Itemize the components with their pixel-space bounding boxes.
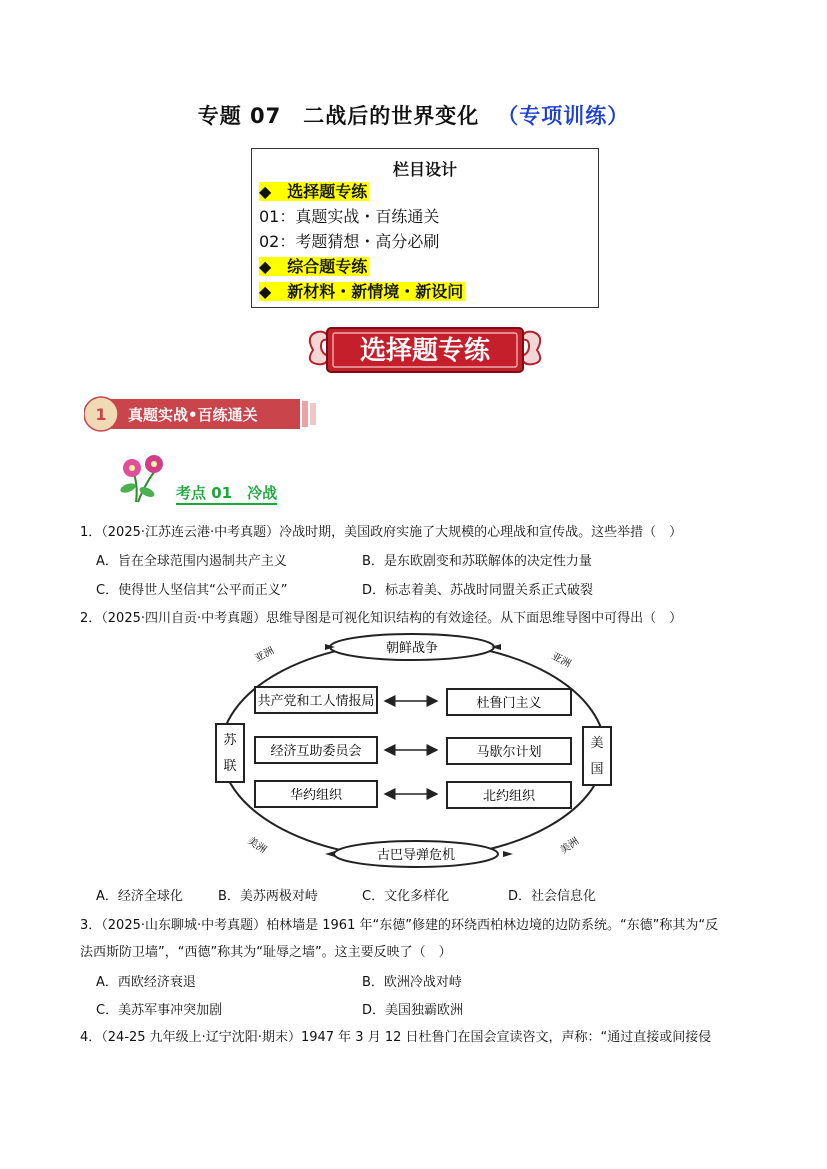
kaodian-label: 考点 01 冷战	[176, 482, 277, 505]
left-country-char-1: 苏	[223, 733, 237, 748]
right-item-3: 北约组织	[482, 789, 536, 804]
toc-row-1: ◆ 选择题专练	[259, 182, 368, 201]
right-country-char-1: 美	[590, 736, 604, 751]
right-item-2: 马歇尔计划	[476, 745, 542, 760]
question-3-option-d: D．美国独霸欧洲	[362, 1003, 464, 1018]
mind-map	[213, 630, 613, 870]
question-3-stem-line-1: 3．（2025·山东聊城·中考真题）柏林墙是 1961 年“东德”修建的环绕西柏林边境的边防系统。“东德”称其为“反	[80, 918, 719, 933]
section-banner	[303, 322, 547, 378]
toc-box	[251, 148, 599, 308]
corner-label-bottom-right: 美洲	[558, 835, 582, 857]
corner-label-top-left: 亚洲	[253, 645, 277, 665]
question-1-option-b: B．是东欧剧变和苏联解体的决定性力量	[362, 554, 592, 569]
section-ribbon	[84, 393, 324, 435]
question-3-stem-line-2: 法西斯防卫墙”，“西德”称其为“耻辱之墙”。这主要反映了（ ）	[80, 945, 452, 960]
flower-icon	[114, 452, 170, 504]
toc-row-3: 02：考题猜想・高分必刷	[259, 232, 440, 251]
corner-label-top-right: 亚洲	[549, 650, 573, 671]
question-2-stem: 2．（2025·四川自贡·中考真题）思维导图是可视化知识结构的有效途径。从下面思维导图中可得出（ ）	[80, 611, 683, 626]
bottom-event: 古巴导弹危机	[376, 848, 456, 863]
right-item-1: 杜鲁门主义	[476, 696, 542, 711]
question-1-option-c: C．使得世人坚信其“公平而正义”	[96, 583, 288, 598]
question-1-stem: 1．（2025·江苏连云港·中考真题）冷战时期，美国政府实施了大规模的心理战和宣传战。这些举措（ ）	[80, 525, 683, 540]
title-sub: （专项训练）	[497, 104, 630, 128]
right-country-char-2: 国	[590, 762, 604, 777]
corner-label-bottom-left: 美洲	[245, 835, 268, 856]
question-2-option-a: A．经济全球化	[96, 889, 183, 904]
banner-text: 选择题专练	[359, 336, 491, 366]
left-item-1: 共产党和工人情报局	[257, 694, 375, 709]
question-2-option-d: D．社会信息化	[508, 889, 597, 904]
question-2-option-b: B．美苏两极对峙	[218, 889, 318, 904]
question-2-option-c: C．文化多样化	[362, 889, 450, 904]
toc-row-2: 01：真题实战・百练通关	[259, 207, 440, 226]
title-main: 专题 07 二战后的世界变化	[197, 104, 480, 128]
page-title	[0, 100, 827, 130]
toc-heading: 栏目设计	[392, 160, 457, 179]
kaodian-header	[114, 452, 354, 504]
toc-row-4: ◆ 综合题专练	[259, 257, 368, 276]
question-3-option-b: B．欧洲冷战对峙	[362, 975, 462, 990]
question-4-stem: 4．（24-25 九年级上·辽宁沈阳·期末）1947 年 3 月 12 日杜鲁门在国会宣读咨文，声称：“通过直接或间接侵	[80, 1030, 712, 1045]
banner-ornament	[303, 322, 547, 378]
question-3-option-c: C．美苏军事冲突加剧	[96, 1003, 223, 1018]
question-1-option-d: D．标志着美、苏战时同盟关系正式破裂	[362, 583, 594, 598]
top-event: 朝鲜战争	[385, 641, 439, 656]
section-title: 真题实战•百练通关	[128, 406, 258, 424]
question-3-option-a: A．西欧经济衰退	[96, 975, 196, 990]
section-number: 1	[95, 405, 107, 424]
left-item-3: 华约组织	[289, 788, 343, 803]
left-country-char-2: 联	[223, 759, 237, 774]
question-1-option-a: A．旨在全球范围内遏制共产主义	[96, 554, 287, 569]
toc-row-5: ◆ 新材料・新情境・新设问	[259, 282, 464, 301]
left-item-2: 经济互助委员会	[270, 744, 362, 759]
